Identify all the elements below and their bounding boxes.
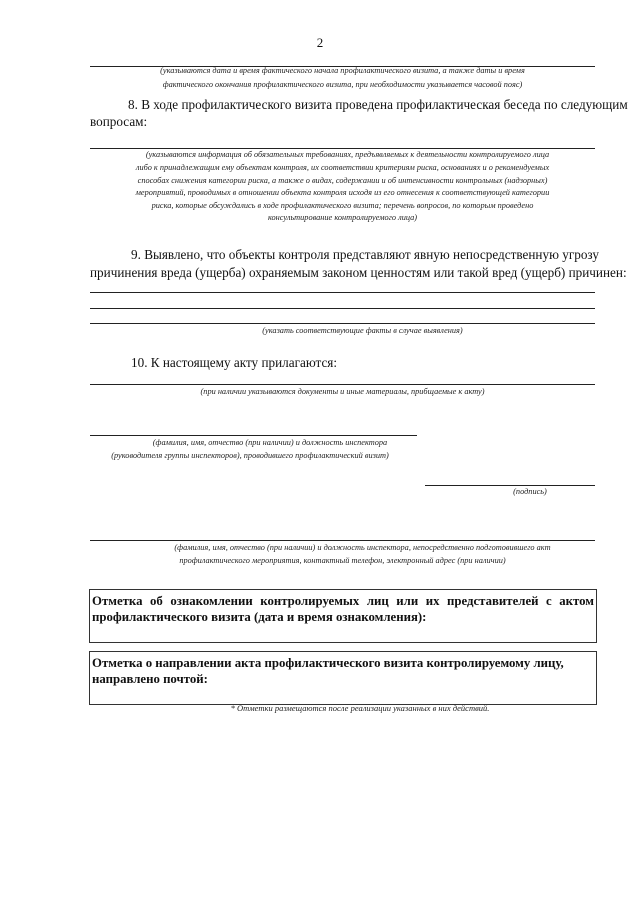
- item10-note: (при наличии указываются документы и иные материалы, прибщаемые к акту): [200, 387, 485, 396]
- item8-note-line5: риска, которые обсуждались в ходе профилактического визита; перечень вопросов, по которым проведено: [151, 201, 534, 210]
- visit-times-note-line2: фактического окончания профилактического визита, при необходимости указывается часовой пояс): [162, 80, 523, 89]
- item8-note-line3: способах снижения категории риска, а также о видах, содержании и об интенсивности контрольных (надзорных): [137, 176, 548, 185]
- inspector-note-line2: (руководителя группы инспекторов), проводившего профилактический визит): [111, 451, 389, 460]
- mailing-box-line1: Отметка о направлении акта профилактического визита контролируемому лицу,: [92, 656, 564, 670]
- item9-answer-line1: [90, 292, 595, 293]
- visit-times-note-line1: (указываются дата и время фактического начала профилактического визита, а также даты и время: [160, 66, 525, 75]
- preparer-note-line1: (фамилия, имя, отчество (при наличии) и должность инспектора, непосредственно подготовившего акт: [174, 543, 551, 552]
- item9-line2: причинения вреда (ущерба) охраняемым законом ценностям или такой вред (ущерб) причинен:: [90, 265, 627, 280]
- item8-note-line6: консультирование контролируемого лица): [267, 213, 418, 222]
- mailing-box-line2: направлено почтой:: [92, 672, 208, 686]
- signature-note: (подпись): [513, 487, 547, 496]
- acknowledgement-box-line2: профилактического визита (дата и время ознакомления):: [92, 610, 427, 624]
- page-number: 2: [316, 35, 324, 50]
- acknowledgement-box-line1: Отметка об ознакомлении контролируемых лиц или их представителей с актом: [92, 594, 594, 608]
- item9-answer-line2: [90, 308, 595, 309]
- item8-note-line2: либо к принадлежащим ему объектам контроля, их соответствии критериям риска, основаниях и о рекомендуемых: [135, 163, 550, 172]
- item9-line1: 9. Выявлено, что объекты контроля представляют явную непосредственную угрозу: [131, 247, 599, 262]
- item10-label: 10. К настоящему акту прилагаются:: [131, 355, 338, 370]
- item8-note-line4: мероприятий, проводимых в отношении объекта контроля исходя из его отнесения к соответствующей категории: [135, 188, 550, 197]
- item9-note: (указать соответствующие факты в случае выявления): [262, 326, 463, 335]
- item8-line1: 8. В ходе профилактического визита проведена профилактическая беседа по следующим: [128, 97, 628, 112]
- preparer-note-line2: профилактического мероприятия, контактный телефон, электронный адрес (при наличии): [179, 556, 506, 565]
- inspector-note-line1: (фамилия, имя, отчество (при наличии) и должность инспектора: [152, 438, 388, 447]
- item8-note-line1: (указываются информация об обязательных требованиях, предъявляемых к деятельности контролируемого лица: [145, 150, 550, 159]
- footnote: * Отметки размещаются после реализации указанных в них действий.: [230, 703, 490, 713]
- item8-line2: вопросам:: [90, 114, 148, 129]
